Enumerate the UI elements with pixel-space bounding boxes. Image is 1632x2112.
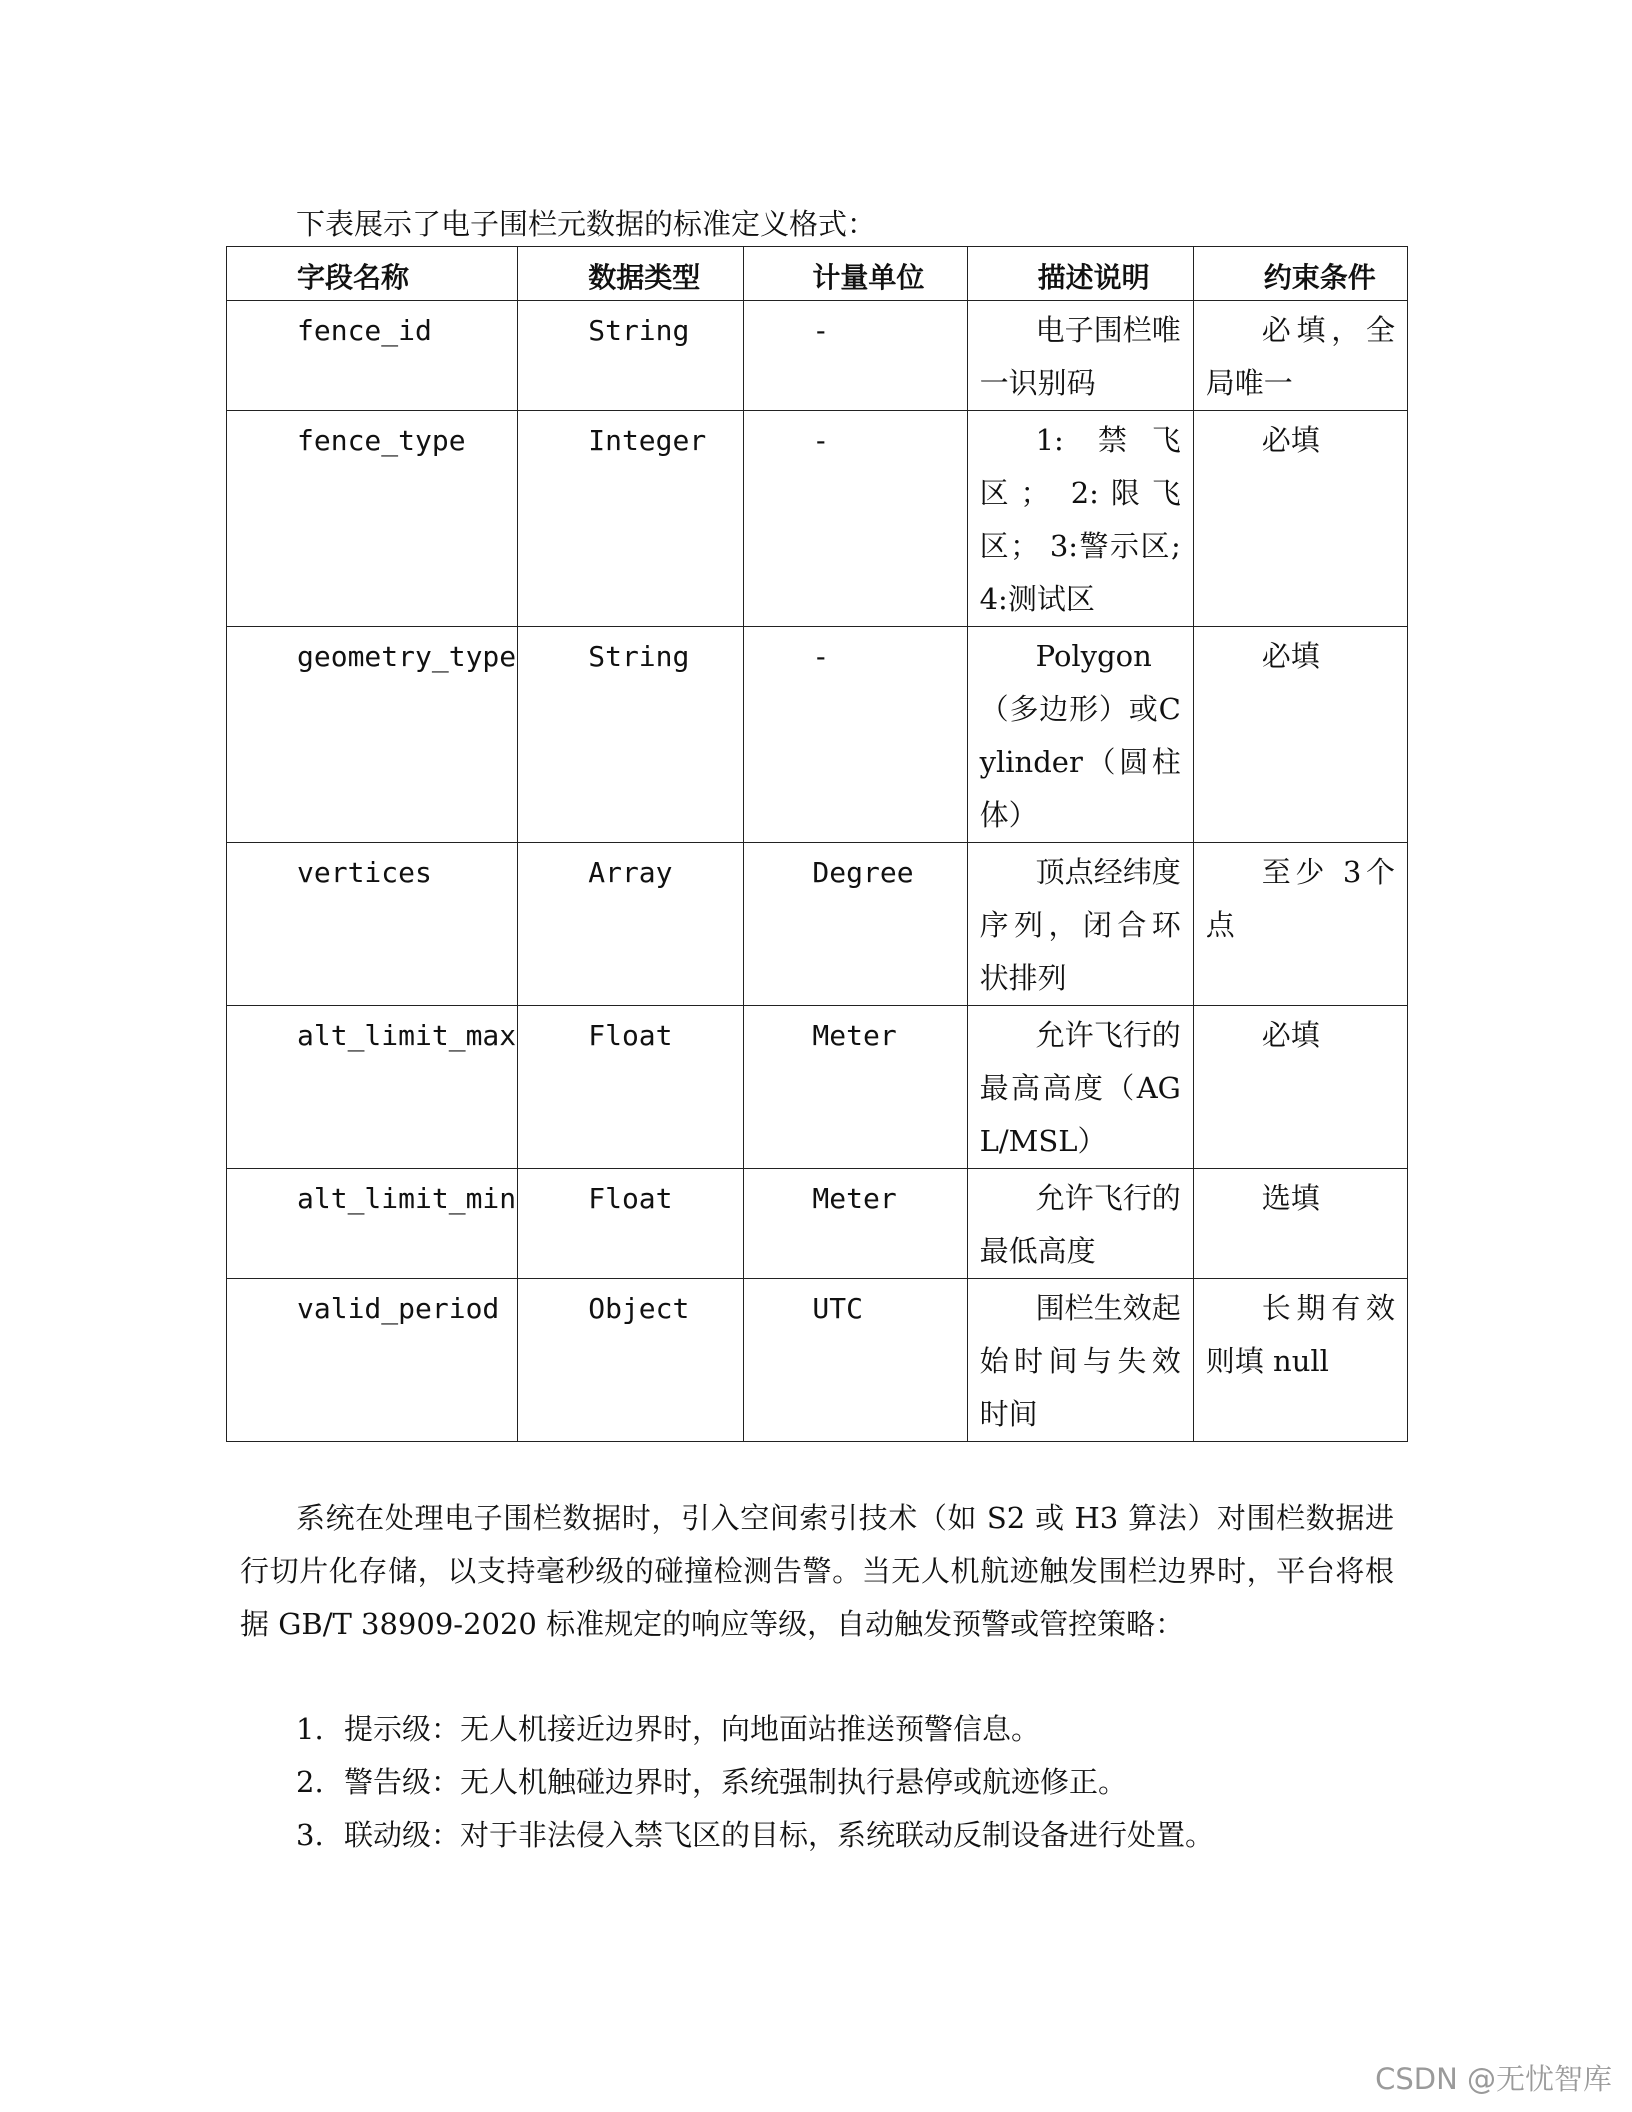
cell-field: alt_limit_min xyxy=(227,1169,518,1279)
table-row xyxy=(227,843,1408,1006)
header-constraint: 约束条件 xyxy=(1193,247,1407,301)
table-header-row xyxy=(227,247,1408,301)
cell-field: vertices xyxy=(227,843,518,1006)
cell-unit: UTC xyxy=(744,1279,967,1442)
table-row xyxy=(227,1279,1408,1442)
list-item: 3. 联动级：对于非法侵入禁飞区的目标，系统联动反制设备进行处置。 xyxy=(296,1818,1215,1852)
cell-unit: Degree xyxy=(744,843,967,1006)
cell-constraint: 至少 3个点 xyxy=(1193,843,1407,1006)
list-item: 1. 提示级：无人机接近边界时，向地面站推送预警信息。 xyxy=(296,1712,1041,1746)
cell-unit: - xyxy=(744,627,967,843)
body-paragraph: 系统在处理电子围栏数据时，引入空间索引技术（如 S2 或 H3 算法）对围栏数据进行切片化存储，以支持毫秒级的碰撞检测告警。当无人机航迹触发围栏边界时，平台将根据 GB/T 38909-2020 标准规定的响应等级，自动触发预警或管控策略： xyxy=(240,1501,1394,1641)
cell-type: Object xyxy=(518,1279,744,1442)
fence-metadata-table xyxy=(226,246,1408,1442)
table-row xyxy=(227,1006,1408,1169)
table-row xyxy=(227,627,1408,843)
cell-constraint: 必填，全局唯一 xyxy=(1193,301,1407,411)
table-intro: 下表展示了电子围栏元数据的标准定义格式： xyxy=(296,207,877,241)
cell-description: 电子围栏唯一识别码 xyxy=(967,301,1193,411)
cell-constraint: 必填 xyxy=(1193,627,1407,843)
cell-type: Float xyxy=(518,1006,744,1169)
cell-unit: - xyxy=(744,301,967,411)
cell-unit: - xyxy=(744,411,967,627)
table-row xyxy=(227,411,1408,627)
cell-constraint: 选填 xyxy=(1193,1169,1407,1279)
cell-description: 1: 禁飞区； 2:限飞区； 3:警示区; 4:测试区 xyxy=(967,411,1193,627)
cell-field: valid_period xyxy=(227,1279,518,1442)
cell-description: 围栏生效起始时间与失效时间 xyxy=(967,1279,1193,1442)
cell-type: Float xyxy=(518,1169,744,1279)
cell-description: 允许飞行的最低高度 xyxy=(967,1169,1193,1279)
header-description: 描述说明 xyxy=(967,247,1193,301)
cell-type: String xyxy=(518,301,744,411)
cell-description: Polygon（多边形）或Cylinder（圆柱体） xyxy=(967,627,1193,843)
header-data-type: 数据类型 xyxy=(518,247,744,301)
cell-field: geometry_type xyxy=(227,627,518,843)
cell-field: alt_limit_max xyxy=(227,1006,518,1169)
cell-type: Array xyxy=(518,843,744,1006)
cell-description: 允许飞行的最高高度（AGL/MSL） xyxy=(967,1006,1193,1169)
header-unit: 计量单位 xyxy=(744,247,967,301)
cell-constraint: 必填 xyxy=(1193,411,1407,627)
cell-unit: Meter xyxy=(744,1169,967,1279)
cell-type: Integer xyxy=(518,411,744,627)
cell-unit: Meter xyxy=(744,1006,967,1169)
table-row xyxy=(227,301,1408,411)
cell-field: fence_type xyxy=(227,411,518,627)
header-field-name: 字段名称 xyxy=(227,247,518,301)
cell-type: String xyxy=(518,627,744,843)
cell-description: 顶点经纬度序列，闭合环状排列 xyxy=(967,843,1193,1006)
cell-constraint: 长期有效则填 null xyxy=(1193,1279,1407,1442)
cell-field: fence_id xyxy=(227,301,518,411)
cell-constraint: 必填 xyxy=(1193,1006,1407,1169)
list-item: 2. 警告级：无人机触碰边界时，系统强制执行悬停或航迹修正。 xyxy=(296,1765,1128,1799)
table-row xyxy=(227,1169,1408,1279)
response-level-list xyxy=(296,1703,1214,1862)
watermark: CSDN @无忧智库 xyxy=(1375,2062,1612,2096)
